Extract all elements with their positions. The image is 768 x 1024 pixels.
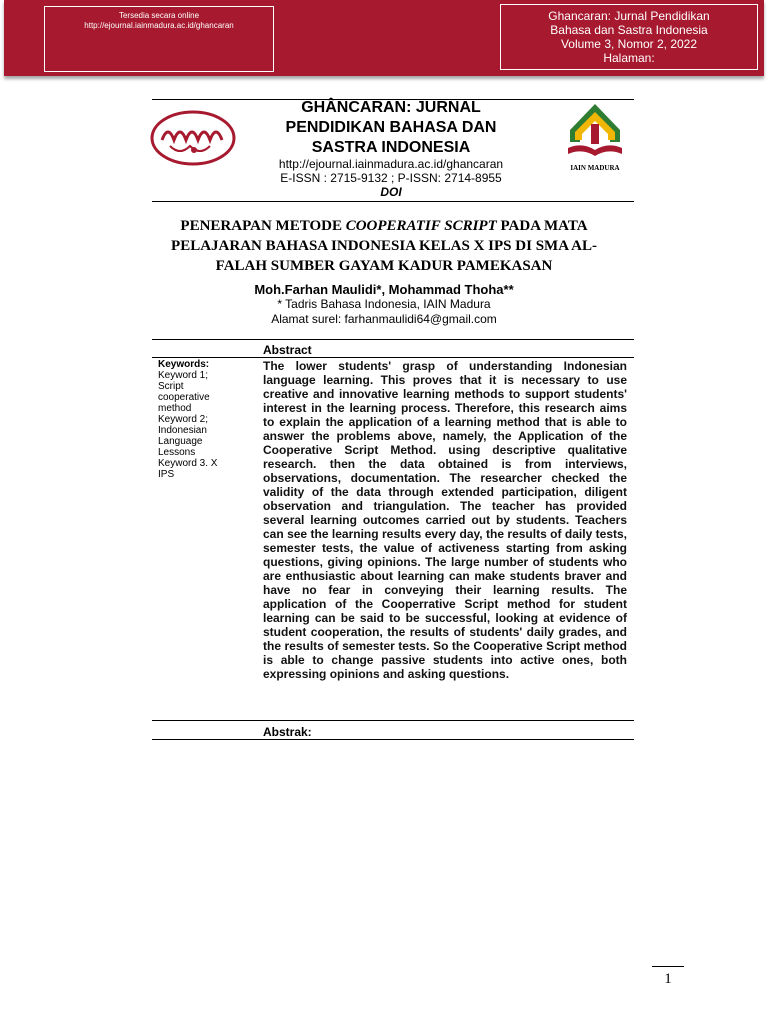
iain-madura-logo-icon <box>560 102 630 178</box>
keywords-body: Keyword 1; Script cooperative method Keyword 2; Indonesian Language Lessons Keyword 3. X IPS <box>158 370 218 480</box>
abstrak-heading: Abstrak: <box>263 725 312 739</box>
availability-label: Tersedia secara online <box>118 11 200 20</box>
abstract-bottom-rule <box>152 720 634 721</box>
article-title-part1: PENERAPAN METODE <box>180 218 346 234</box>
keywords-block <box>158 359 218 480</box>
page-number-rule <box>652 966 684 967</box>
citation-journal-line2: Bahasa dan Sastra Indonesia <box>550 23 708 37</box>
journal-title-line2: PENDIDIKAN BAHASA DAN <box>285 119 497 136</box>
article-title-part2: PADA MATA PELAJARAN BAHASA INDONESIA KELAS X IPS DI SMA AL-FALAH SUMBER GAYAM KADUR PAMEKASAN <box>171 218 597 274</box>
article-title-italic: COOPERATIF SCRIPT <box>345 218 497 234</box>
citation-volume: Volume 3, Nomor 2, 2022 <box>560 37 698 51</box>
header-bottom-rule <box>152 201 634 202</box>
doi-label[interactable]: DOI <box>380 185 402 199</box>
journal-url[interactable]: http://ejournal.iainmadura.ac.id/ghancaran <box>278 157 504 171</box>
journal-issn: E-ISSN : 2715-9132 ; P-ISSN: 2714-8955 <box>280 171 502 185</box>
journal-title <box>246 98 536 158</box>
article-title <box>160 216 608 276</box>
page-number: 1 <box>664 971 672 987</box>
keywords-label: Keywords: <box>158 359 210 370</box>
ghancaran-logo-icon <box>150 110 236 166</box>
abstrak-rule <box>152 739 634 740</box>
citation-journal-line1: Ghancaran: Jurnal Pendidikan <box>548 9 710 23</box>
authors: Moh.Farhan Maulidi*, Mohammad Thoha** <box>254 282 514 297</box>
top-banner <box>4 0 764 76</box>
author-email[interactable]: Alamat surel: farhanmaulidi64@gmail.com <box>271 312 497 326</box>
iain-madura-caption: IAIN MADURA <box>570 164 620 172</box>
affiliation: * Tadris Bahasa Indonesia, IAIN Madura <box>277 297 491 311</box>
abstract-heading: Abstract <box>263 343 312 357</box>
citation-box <box>500 4 758 70</box>
availability-box <box>44 6 274 72</box>
journal-url-link[interactable]: http://ejournal.iainmadura.ac.id/ghancaran <box>84 21 234 30</box>
abstract-heading-rule <box>152 357 634 358</box>
journal-title-line3: SASTRA INDONESIA <box>311 139 471 156</box>
journal-title-line1: GHÂNCARAN: JURNAL <box>301 99 481 116</box>
abstract-top-rule <box>152 339 634 340</box>
abstract-text: The lower students' grasp of understanding Indonesian language learning. This proves that it is necessary to use creative and innovative learning methods to support students' interest in the learning process. Therefore, this research aims to explain the application of a learning method that is able to answer the problems above, namely, the Application of the Cooperative Script Method. using descriptive qualitative research. then the data obtained is from interviews, observations, documentation. The researcher checked the validity of the data through extended participation, diligent observation and triangulation. The teacher has provided several learning outcomes carried out by students. Teachers can see the learning results every day, the results of daily tests, semester tests, the value of activeness starting from asking questions, giving opinions. The large number of students who are enthusiastic about learning can make students braver and have no fear in conveying their learning results. The application of the Cooperrative Script method for student learning can be said to be successful, looking at evidence of student cooperation, the results of students' daily grades, and the results of semester tests. So the Cooperative Script method is able to change passive students into active ones, both expressing opinions and asking questions. <box>263 359 627 681</box>
citation-pages: Halaman: <box>603 51 655 65</box>
